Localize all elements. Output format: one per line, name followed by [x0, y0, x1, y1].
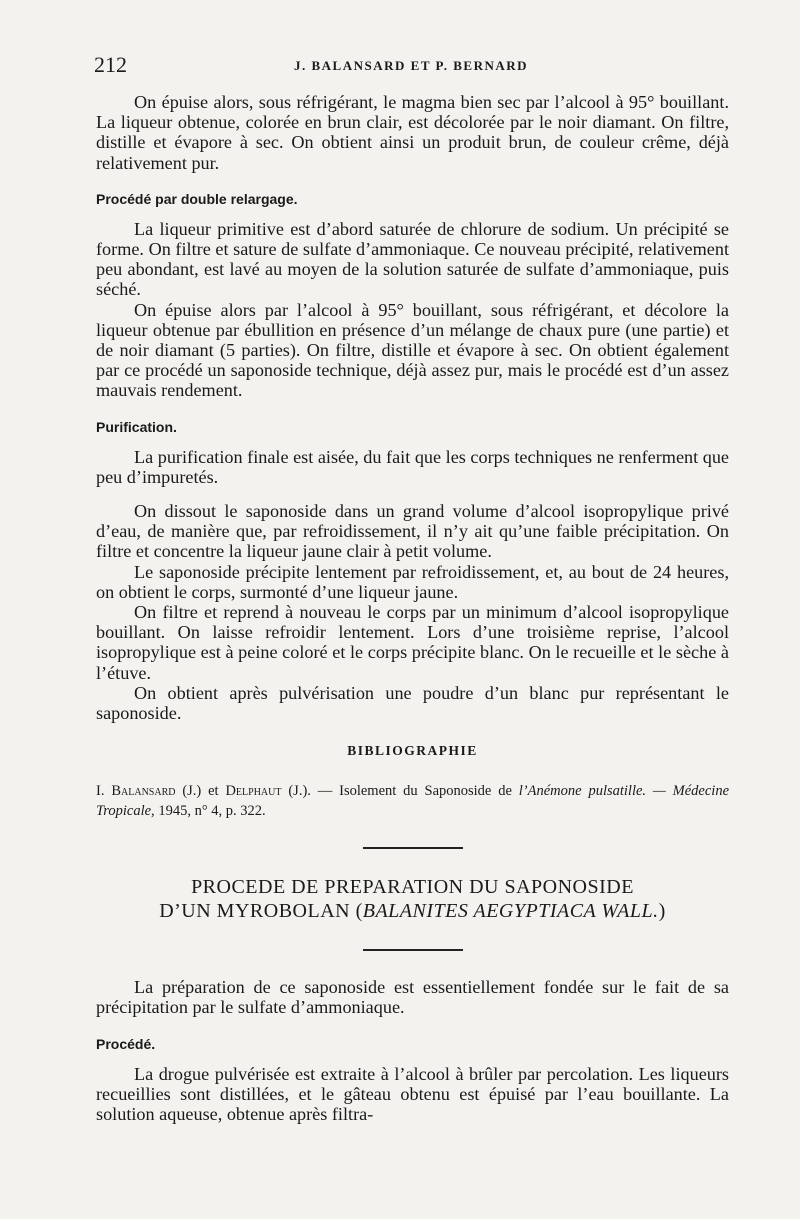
page-header [94, 52, 734, 78]
paragraph: La préparation de ce saponoside est essentiellement fondée sur le fait de sa précipitation par le sulfate d’ammoniaque. [96, 977, 729, 1018]
subheading-procede: Procédé. [96, 1035, 156, 1052]
paragraph: On dissout le saponoside dans un grand volume d’alcool isopropylique privé d’eau, de manière que, par refroidissement, il n’y ait qu’une faible précipitation. On filtre et concentre la liqueur jaune clair à petit volume. [96, 501, 729, 562]
bibliography-reference [96, 781, 729, 821]
paragraph: Le saponoside précipite lentement par refroidissement, et, au bout de 24 heures, on obtient le corps, surmonté d’une liqueur jaune. [96, 561, 729, 602]
section-title-line: PROCEDE DE PREPARATION DU SAPONOSIDE [191, 876, 634, 899]
section-title [96, 875, 729, 923]
reference-author: Balansard [111, 783, 176, 800]
reference-text: 1945, n° 4, p. 322. [154, 803, 266, 820]
page-number: 212 [94, 52, 127, 77]
divider [363, 949, 463, 951]
paragraph: On obtient après pulvérisation une poudre d’un blanc pur représentant le saponoside. [96, 682, 729, 724]
paragraph: La purification finale est aisée, du fait que les corps techniques ne renferment que peu d’impuretés. [96, 446, 729, 487]
paragraph: La drogue pulvérisée est extraite à l’alcool à brûler par percolation. Les liqueurs recueillies sont distillées, et le gâteau obtenu est épuisé par l’eau bouillante. La solution aqueuse, obtenue après filtra- [96, 1063, 729, 1125]
paragraph-gap [96, 487, 729, 501]
subheading-purification: Purification. [96, 418, 177, 435]
section-title-line: D’UN MYROBOLAN (BALANITES AEGYPTIACA WALL.) [159, 900, 666, 923]
reference-title: l’Anémone pulsatille. — Médecine Tropicale, [96, 783, 730, 820]
reference-text: (J.) et [175, 783, 226, 800]
subheading-double-relargage: Procédé par double relargage. [96, 190, 298, 207]
reference-text: (J.). — Isolement du Saponoside de [281, 783, 519, 800]
reference-author: Delphaut [225, 783, 282, 800]
bibliography-title: BIBLIOGRAPHIE [347, 743, 478, 759]
paragraph: La liqueur primitive est d’abord saturée de chlorure de sodium. Un précipité se forme. On filtre et sature de sulfate d’ammoniaque. Ce nouveau précipité, relativement peu abondant, est lavé au moyen de la solution saturée de sulfate d’ammoniaque, puis séché. [96, 218, 729, 300]
paragraph: On épuise alors par l’alcool à 95° bouillant, sous réfrigérant, et décolore la liqueur obtenue par ébullition en présence d’un mélange de chaux pure (une partie) et de noir diamant (5 parties). On filtre, distille et évapore à sec. On obtient également par ce procédé un saponoside technique, déjà assez pur, mais le procédé est d’un assez mauvais rendement. [96, 299, 729, 401]
paragraph: On filtre et reprend à nouveau le corps par un minimum d’alcool isopropylique bouillant. On laisse refroidir lentement. Lors d’une troisième reprise, l’alcool isopropylique est à peine coloré et le corps précipite blanc. On le recueille et le sèche à l’étuve. [96, 602, 729, 683]
paragraph: On épuise alors, sous réfrigérant, le magma bien sec par l’alcool à 95° bouillant. La liqueur obtenue, colorée en brun clair, est décolorée par le noir diamant. On filtre, distille et évapore à sec. On obtient ainsi un produit brun, de couleur crême, déjà relativement pur. [96, 92, 729, 173]
divider [363, 847, 463, 849]
reference-number: I. [96, 783, 105, 800]
running-title: J. BALANSARD ET P. BERNARD [294, 58, 529, 73]
text-column [96, 92, 729, 1124]
